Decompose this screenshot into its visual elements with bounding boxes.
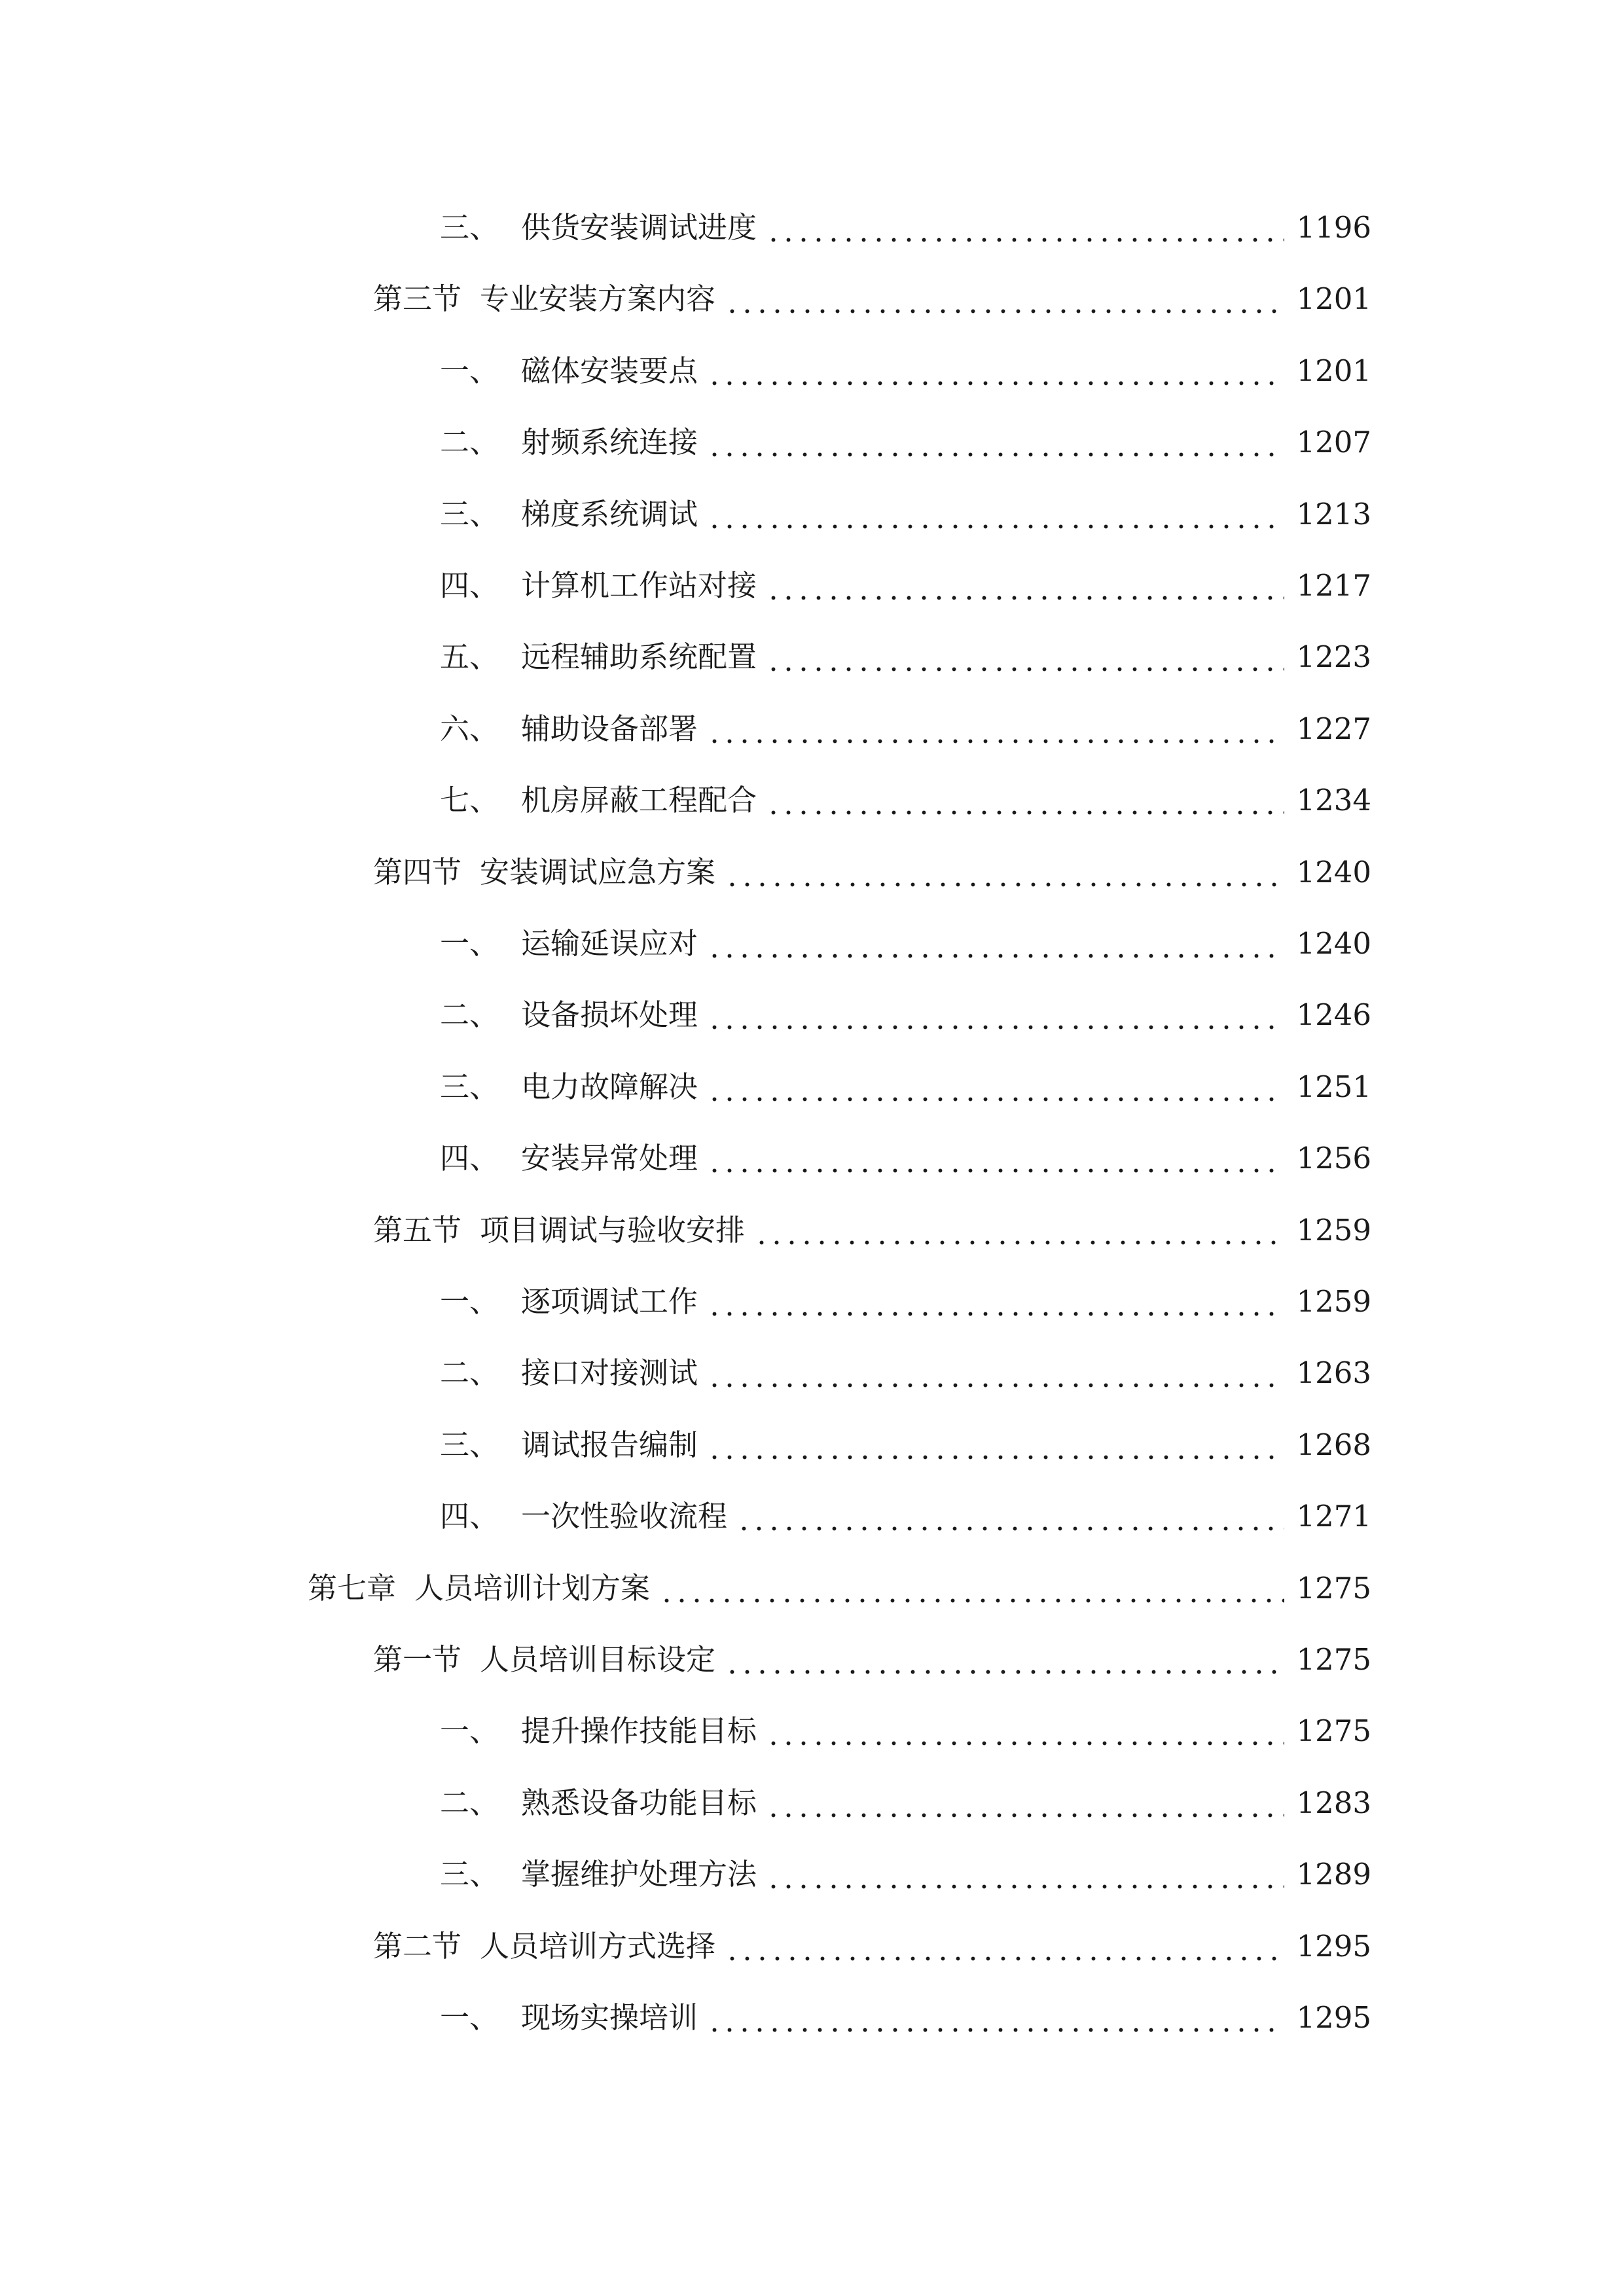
toc-entry-page-number: 1289	[1296, 1857, 1371, 1892]
toc-entry-page-number: 1275	[1296, 1571, 1371, 1605]
toc-entry-page-number: 1217	[1296, 568, 1371, 603]
dot-leader	[659, 1552, 1284, 1624]
toc-entry-title: 设备损坏处理	[521, 997, 698, 1032]
toc-entry-page-number: 1268	[1296, 1427, 1371, 1462]
dot-leader	[707, 693, 1284, 765]
toc-entry-title: 专业安装方案内容	[480, 281, 716, 316]
toc-entry-page-number: 1227	[1296, 711, 1371, 746]
toc-entry-number: 三、	[440, 1427, 499, 1462]
toc-entry	[373, 263, 1371, 335]
toc-entry-number: 五、	[440, 639, 499, 674]
toc-entry-page-number: 1251	[1296, 1069, 1371, 1104]
toc-entry	[440, 908, 1371, 980]
toc-entry-page-number: 1213	[1296, 497, 1371, 531]
toc-entry-page-number: 1295	[1296, 2000, 1371, 2035]
toc-entry-page-number: 1240	[1296, 855, 1371, 889]
toc-entry-number: 三、	[440, 1857, 499, 1892]
toc-entry-title: 射频系统连接	[521, 425, 698, 459]
toc-entry	[373, 1624, 1371, 1696]
toc-entry-number: 一、	[440, 353, 499, 388]
toc-entry-title: 现场实操培训	[521, 2000, 698, 2035]
dot-leader	[766, 1695, 1284, 1767]
toc-entry	[440, 979, 1371, 1051]
toc-entry	[440, 335, 1371, 407]
toc-entry	[440, 764, 1371, 836]
toc-entry-title: 逐项调试工作	[521, 1284, 698, 1319]
toc-entry-title: 调试报告编制	[521, 1427, 698, 1462]
dot-leader	[707, 1122, 1284, 1194]
dot-leader	[707, 908, 1284, 980]
dot-leader	[766, 1839, 1284, 1910]
toc-entry	[373, 1910, 1371, 1982]
toc-entry	[373, 1194, 1371, 1266]
toc-entry-number: 七、	[440, 783, 499, 817]
toc-entry	[440, 1480, 1371, 1552]
toc-entry-number: 四、	[440, 1499, 499, 1534]
toc-entry-page-number: 1263	[1296, 1355, 1371, 1390]
toc-entry-title: 安装异常处理	[521, 1141, 698, 1175]
dot-leader	[707, 1266, 1284, 1338]
toc-entry-title: 供货安装调试进度	[521, 210, 757, 245]
toc-entry-title: 人员培训计划方案	[414, 1571, 651, 1605]
toc-entry-page-number: 1275	[1296, 1713, 1371, 1748]
toc-entry-number: 一、	[440, 1284, 499, 1319]
toc-entry-number: 二、	[440, 997, 499, 1032]
dot-leader	[766, 1767, 1284, 1839]
toc-entry-number: 四、	[440, 1141, 499, 1175]
toc-entry-page-number: 1295	[1296, 1929, 1371, 1964]
toc-entry	[440, 621, 1371, 693]
dot-leader	[707, 1337, 1284, 1409]
toc-entry-page-number: 1259	[1296, 1284, 1371, 1319]
dot-leader	[736, 1480, 1284, 1552]
toc-entry-title: 梯度系统调试	[521, 497, 698, 531]
toc-entry	[373, 836, 1371, 908]
toc-entry-number: 第五节	[373, 1213, 462, 1247]
toc-entry	[440, 1982, 1371, 2054]
toc-entry-title: 计算机工作站对接	[521, 568, 757, 603]
toc-entry	[440, 1122, 1371, 1194]
toc-entry-page-number: 1223	[1296, 639, 1371, 674]
toc-entry-title: 人员培训方式选择	[480, 1929, 716, 1964]
toc-entry-page-number: 1283	[1296, 1785, 1371, 1820]
toc-entry-page-number: 1240	[1296, 926, 1371, 961]
toc-entry-page-number: 1275	[1296, 1642, 1371, 1677]
toc-entry-number: 三、	[440, 497, 499, 531]
toc-entry	[440, 1695, 1371, 1767]
dot-leader	[707, 1982, 1284, 2054]
toc-entry-title: 机房屏蔽工程配合	[521, 783, 757, 817]
dot-leader	[725, 1624, 1284, 1696]
toc-entry-title: 熟悉设备功能目标	[521, 1785, 757, 1820]
toc-entry-page-number: 1201	[1296, 281, 1371, 316]
toc-entry-page-number: 1256	[1296, 1141, 1371, 1175]
toc-entry-number: 四、	[440, 568, 499, 603]
toc-entry-title: 项目调试与验收安排	[480, 1213, 746, 1247]
toc-entry-number: 一、	[440, 926, 499, 961]
dot-leader	[766, 192, 1284, 264]
toc-entry-page-number: 1246	[1296, 997, 1371, 1032]
toc-entry	[440, 406, 1371, 478]
toc-entry	[440, 693, 1371, 765]
toc-entry-title: 接口对接测试	[521, 1355, 698, 1390]
toc-entry	[440, 1337, 1371, 1409]
toc-entry	[440, 1409, 1371, 1481]
toc-entry-title: 磁体安装要点	[521, 353, 698, 388]
toc-entry-page-number: 1271	[1296, 1499, 1371, 1534]
toc-entry-page-number: 1207	[1296, 425, 1371, 459]
dot-leader	[725, 836, 1284, 908]
dot-leader	[707, 406, 1284, 478]
dot-leader	[766, 550, 1284, 622]
toc-entry-number: 三、	[440, 1069, 499, 1104]
dot-leader	[766, 621, 1284, 693]
toc-entry-number: 二、	[440, 1355, 499, 1390]
toc-entry-number: 第三节	[373, 281, 462, 316]
toc-entry-number: 二、	[440, 425, 499, 459]
toc-entry-number: 六、	[440, 711, 499, 746]
dot-leader	[766, 764, 1284, 836]
toc-entry-number: 二、	[440, 1785, 499, 1820]
toc-entry-title: 掌握维护处理方法	[521, 1857, 757, 1892]
toc-entry-title: 电力故障解决	[521, 1069, 698, 1104]
toc-entry-page-number: 1259	[1296, 1213, 1371, 1247]
toc-entry	[440, 550, 1371, 622]
toc-entry-number: 一、	[440, 2000, 499, 2035]
toc-entry-number: 一、	[440, 1713, 499, 1748]
toc-entry-page-number: 1234	[1296, 783, 1371, 817]
toc-entry	[440, 192, 1371, 264]
toc-entry	[440, 478, 1371, 550]
dot-leader	[725, 263, 1284, 335]
toc-entry-title: 提升操作技能目标	[521, 1713, 757, 1748]
toc-entry	[440, 1051, 1371, 1123]
dot-leader	[707, 478, 1284, 550]
toc-entry-title: 运输延误应对	[521, 926, 698, 961]
toc-entry	[440, 1767, 1371, 1839]
toc-entry	[440, 1266, 1371, 1338]
toc-entry-title: 安装调试应急方案	[480, 855, 716, 889]
toc-entry-page-number: 1201	[1296, 353, 1371, 388]
toc-entry-title: 人员培训目标设定	[480, 1642, 716, 1677]
toc-entry-title: 远程辅助系统配置	[521, 639, 757, 674]
toc-entry-title: 一次性验收流程	[521, 1499, 728, 1534]
toc-entry-number: 三、	[440, 210, 499, 245]
dot-leader	[707, 1409, 1284, 1481]
toc-entry-number: 第四节	[373, 855, 462, 889]
dot-leader	[725, 1910, 1284, 1982]
toc-entry	[308, 1552, 1371, 1624]
toc-entry-title: 辅助设备部署	[521, 711, 698, 746]
toc-entry	[440, 1839, 1371, 1910]
dot-leader	[754, 1194, 1284, 1266]
toc-entry-number: 第二节	[373, 1929, 462, 1964]
dot-leader	[707, 979, 1284, 1051]
toc-entry-page-number: 1196	[1296, 210, 1371, 245]
dot-leader	[707, 335, 1284, 407]
toc-entry-number: 第一节	[373, 1642, 462, 1677]
dot-leader	[707, 1051, 1284, 1123]
toc-entry-number: 第七章	[308, 1571, 397, 1605]
